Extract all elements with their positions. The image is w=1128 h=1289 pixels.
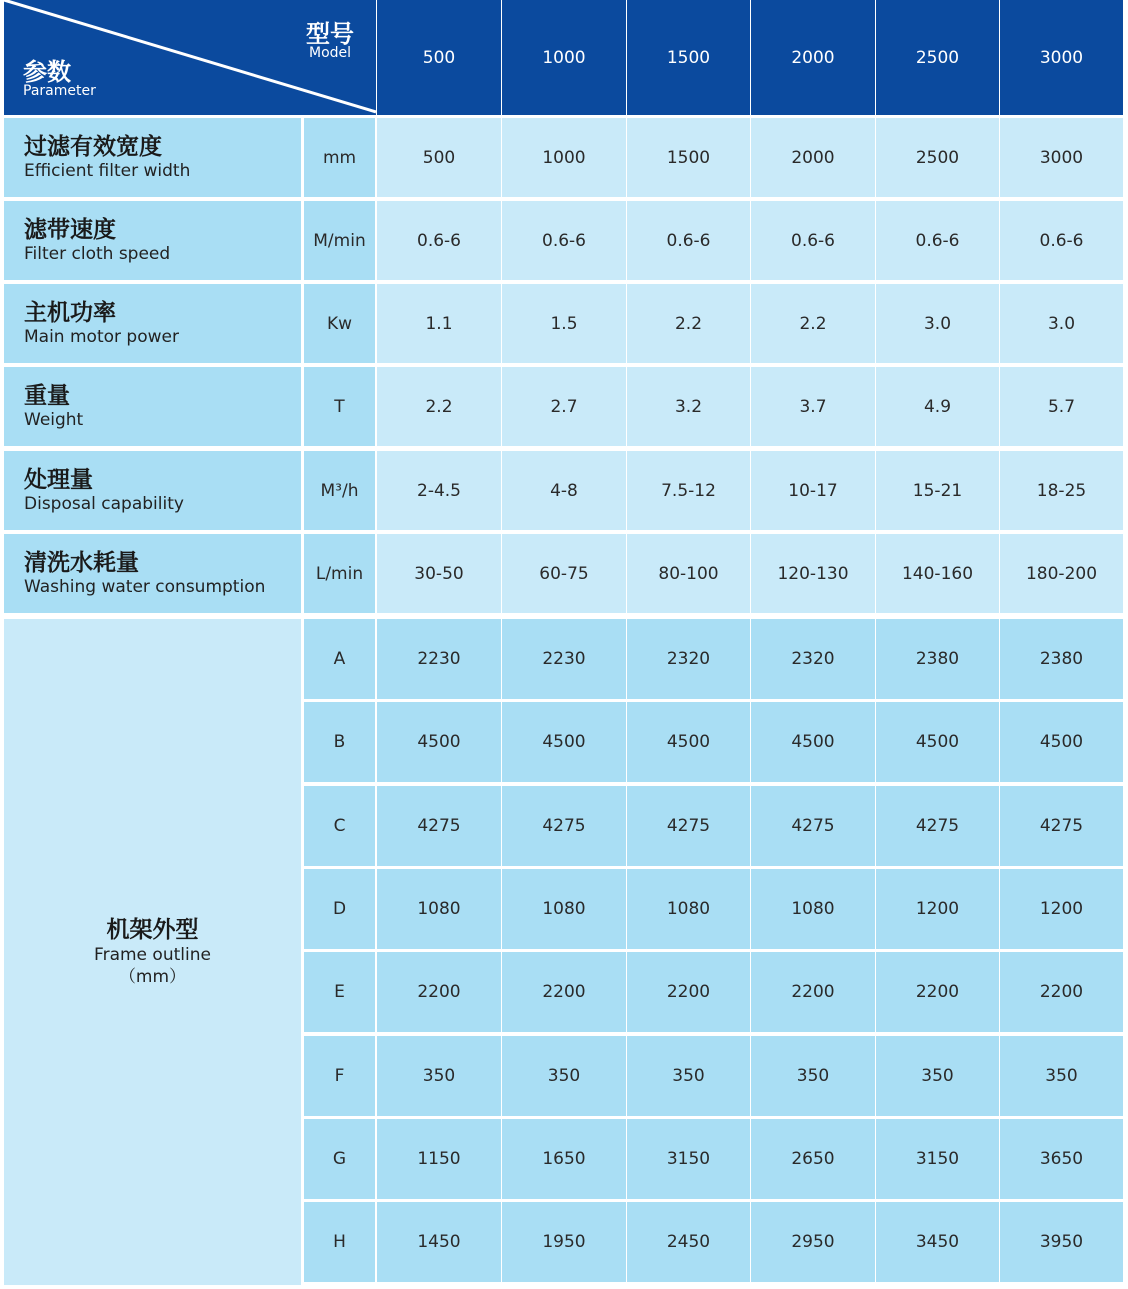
value-cell xyxy=(377,702,501,782)
parameter-name-zh: 处理量 xyxy=(24,466,93,493)
parameter-name xyxy=(24,134,190,182)
parameter-name-zh: 过滤有效宽度 xyxy=(24,133,162,160)
value-cell-text: 500 xyxy=(422,147,456,168)
value-cell xyxy=(751,534,875,613)
value-cell-text: 1000 xyxy=(542,147,586,168)
value-cell xyxy=(876,1036,999,1116)
dimension-cell-text: A xyxy=(333,649,346,669)
dimension-cell xyxy=(304,786,375,866)
value-cell-text: 1200 xyxy=(915,899,960,919)
value-cell xyxy=(377,1119,501,1199)
value-cell-text: 2380 xyxy=(915,649,960,669)
value-cell xyxy=(876,952,999,1032)
value-cell xyxy=(377,118,501,197)
value-cell-text: 140-160 xyxy=(901,563,974,584)
value-cell-text: 1450 xyxy=(417,1232,461,1252)
value-cell xyxy=(1000,869,1123,949)
value-cell-text: 1080 xyxy=(791,899,835,919)
value-cell xyxy=(1000,284,1123,363)
value-cell-text: 2200 xyxy=(791,982,835,1002)
value-cell xyxy=(1000,619,1123,699)
value-cell xyxy=(751,1036,875,1116)
unit-cell xyxy=(304,284,375,363)
value-cell xyxy=(627,367,750,446)
value-cell-text: 30-50 xyxy=(414,563,464,584)
value-cell xyxy=(627,284,750,363)
value-cell-text: 2230 xyxy=(417,649,461,669)
value-cell-text: 2500 xyxy=(915,147,960,168)
value-cell xyxy=(876,284,999,363)
value-cell xyxy=(876,367,999,446)
value-cell-text: 2230 xyxy=(542,649,586,669)
value-cell xyxy=(502,1036,626,1116)
parameter-name-en: Weight xyxy=(24,409,84,430)
value-cell xyxy=(876,619,999,699)
value-cell-text: 3150 xyxy=(915,1149,960,1169)
parameter-name xyxy=(24,217,170,265)
value-cell-text: 4275 xyxy=(417,816,461,836)
value-cell-text: 2.2 xyxy=(799,313,827,334)
value-cell xyxy=(377,284,501,363)
value-cell xyxy=(377,451,501,530)
value-cell xyxy=(1000,534,1123,613)
dimension-cell-text: F xyxy=(334,1066,345,1086)
unit-cell-text: M/min xyxy=(313,230,366,251)
value-cell-text: 2000 xyxy=(791,147,835,168)
value-cell-text: 4275 xyxy=(542,816,586,836)
value-cell-text: 2200 xyxy=(542,982,586,1002)
parameter-name-en: Filter cloth speed xyxy=(24,243,171,264)
value-cell-text: 350 xyxy=(547,1066,581,1086)
value-cell-text: 2320 xyxy=(791,649,835,669)
value-cell xyxy=(751,201,875,280)
unit-cell-text: Kw xyxy=(326,313,353,334)
model-label-zh: 型号 xyxy=(306,20,354,48)
value-cell-text: 350 xyxy=(422,1066,456,1086)
dimension-cell-text: E xyxy=(334,982,345,1002)
value-cell xyxy=(377,619,501,699)
value-cell xyxy=(751,869,875,949)
value-cell xyxy=(502,952,626,1032)
frame-outline-label-cell xyxy=(4,619,301,1285)
unit-cell xyxy=(304,201,375,280)
dimension-cell-text: D xyxy=(332,899,347,919)
value-cell xyxy=(627,201,750,280)
frame-outline-zh: 机架外型 xyxy=(106,917,199,943)
value-cell xyxy=(876,118,999,197)
value-cell xyxy=(627,1202,750,1282)
dimension-cell-text: C xyxy=(333,816,346,836)
model-header-cell xyxy=(502,0,626,115)
parameter-label-en: Parameter xyxy=(23,83,96,99)
value-cell xyxy=(1000,702,1123,782)
value-cell xyxy=(751,451,875,530)
value-cell xyxy=(377,869,501,949)
model-header-cell xyxy=(1000,0,1123,115)
dimension-cell-text: B xyxy=(333,732,346,752)
value-cell-text: 1650 xyxy=(542,1149,586,1169)
parameter-name xyxy=(24,383,83,431)
value-cell-text: 1200 xyxy=(1039,899,1084,919)
value-cell xyxy=(502,367,626,446)
value-cell xyxy=(751,1202,875,1282)
model-header-cell-text: 1500 xyxy=(666,47,711,68)
value-cell xyxy=(627,1119,750,1199)
value-cell-text: 3650 xyxy=(1039,1149,1084,1169)
model-header-cell-text: 500 xyxy=(422,47,456,68)
value-cell-text: 4500 xyxy=(915,732,960,752)
value-cell xyxy=(627,1036,750,1116)
model-header-cell-text: 1000 xyxy=(542,47,586,68)
value-cell xyxy=(377,1202,501,1282)
value-cell-text: 1080 xyxy=(417,899,461,919)
value-cell xyxy=(751,118,875,197)
value-cell-text: 2380 xyxy=(1039,649,1084,669)
value-cell-text: 2200 xyxy=(1039,982,1084,1002)
unit-cell-text: L/min xyxy=(315,563,364,584)
parameter-name xyxy=(24,550,265,598)
dimension-cell xyxy=(304,952,375,1032)
value-cell-text: 3450 xyxy=(915,1232,960,1252)
value-cell-text: 180-200 xyxy=(1025,563,1098,584)
parameter-name-cell xyxy=(4,118,301,197)
value-cell xyxy=(876,1202,999,1282)
value-cell xyxy=(377,952,501,1032)
value-cell-text: 0.6-6 xyxy=(417,230,461,251)
value-cell xyxy=(502,534,626,613)
value-cell xyxy=(1000,952,1123,1032)
value-cell xyxy=(502,118,626,197)
value-cell-text: 350 xyxy=(796,1066,830,1086)
model-label-en: Model xyxy=(309,45,352,61)
dimension-cell xyxy=(304,1202,375,1282)
value-cell-text: 5.7 xyxy=(1047,396,1076,417)
value-cell-text: 3.7 xyxy=(799,396,827,417)
value-cell-text: 80-100 xyxy=(658,563,719,584)
value-cell xyxy=(876,201,999,280)
value-cell xyxy=(751,284,875,363)
parameter-name-zh: 重量 xyxy=(24,382,70,409)
value-cell xyxy=(1000,786,1123,866)
value-cell-text: 4275 xyxy=(666,816,711,836)
value-cell xyxy=(1000,1036,1123,1116)
value-cell-text: 4500 xyxy=(1039,732,1084,752)
parameter-name-en: Efficient filter width xyxy=(24,160,191,181)
parameter-name-en: Washing water consumption xyxy=(24,576,266,597)
value-cell xyxy=(627,619,750,699)
unit-cell xyxy=(304,451,375,530)
value-cell xyxy=(1000,451,1123,530)
value-cell-text: 2200 xyxy=(666,982,711,1002)
dimension-cell xyxy=(304,702,375,782)
value-cell-text: 3000 xyxy=(1039,147,1084,168)
value-cell-text: 4275 xyxy=(791,816,835,836)
value-cell-text: 2.2 xyxy=(674,313,703,334)
value-cell xyxy=(876,702,999,782)
value-cell xyxy=(502,1119,626,1199)
value-cell-text: 4500 xyxy=(791,732,835,752)
value-cell-text: 0.6-6 xyxy=(1039,230,1084,251)
dimension-cell xyxy=(304,619,375,699)
parameter-name-cell xyxy=(4,284,301,363)
value-cell-text: 1.5 xyxy=(550,313,578,334)
value-cell xyxy=(627,534,750,613)
value-cell-text: 3.0 xyxy=(1047,313,1076,334)
value-cell xyxy=(1000,201,1123,280)
value-cell xyxy=(502,1202,626,1282)
value-cell xyxy=(377,786,501,866)
model-header-cell-text: 2000 xyxy=(791,47,835,68)
value-cell xyxy=(377,534,501,613)
value-cell-text: 2.7 xyxy=(550,396,578,417)
value-cell xyxy=(627,952,750,1032)
value-cell xyxy=(377,1036,501,1116)
value-cell-text: 350 xyxy=(921,1066,954,1086)
value-cell-text: 10-17 xyxy=(788,480,838,501)
value-cell xyxy=(502,702,626,782)
value-cell xyxy=(876,451,999,530)
dimension-cell-text: G xyxy=(332,1149,347,1169)
dimension-cell xyxy=(304,869,375,949)
value-cell xyxy=(502,451,626,530)
dimension-cell xyxy=(304,1036,375,1116)
parameter-name-zh: 主机功率 xyxy=(24,299,116,326)
value-cell-text: 60-75 xyxy=(539,563,589,584)
value-cell xyxy=(751,367,875,446)
unit-cell-text: M³/h xyxy=(320,480,359,501)
parameter-label-zh: 参数 xyxy=(23,58,71,86)
unit-cell xyxy=(304,534,375,613)
value-cell xyxy=(502,284,626,363)
model-header-cell xyxy=(876,0,999,115)
value-cell xyxy=(876,534,999,613)
parameter-name-cell xyxy=(4,201,301,280)
unit-cell xyxy=(304,367,375,446)
model-header-cell xyxy=(751,0,875,115)
value-cell xyxy=(1000,118,1123,197)
value-cell-text: 2200 xyxy=(915,982,960,1002)
value-cell-text: 350 xyxy=(672,1066,705,1086)
parameter-name-en: Disposal capability xyxy=(24,493,184,514)
value-cell-text: 2200 xyxy=(417,982,461,1002)
parameter-name-cell xyxy=(4,451,301,530)
value-cell-text: 1500 xyxy=(666,147,711,168)
value-cell xyxy=(751,1119,875,1199)
value-cell-text: 1080 xyxy=(542,899,586,919)
value-cell xyxy=(751,619,875,699)
value-cell xyxy=(627,451,750,530)
value-cell-text: 4500 xyxy=(666,732,711,752)
unit-cell xyxy=(304,118,375,197)
value-cell xyxy=(876,1119,999,1199)
value-cell-text: 0.6-6 xyxy=(666,230,711,251)
unit-cell-text: T xyxy=(334,396,345,417)
value-cell xyxy=(502,201,626,280)
value-cell xyxy=(751,952,875,1032)
header-corner-cell xyxy=(4,0,376,115)
value-cell-text: 0.6-6 xyxy=(542,230,586,251)
value-cell-text: 3950 xyxy=(1039,1232,1084,1252)
value-cell xyxy=(627,702,750,782)
value-cell xyxy=(1000,367,1123,446)
value-cell xyxy=(502,619,626,699)
parameter-name-cell xyxy=(4,367,301,446)
value-cell xyxy=(627,869,750,949)
value-cell-text: 2450 xyxy=(666,1232,711,1252)
value-cell-text: 1.1 xyxy=(425,313,453,334)
value-cell xyxy=(751,786,875,866)
value-cell-text: 3150 xyxy=(666,1149,711,1169)
value-cell-text: 3.0 xyxy=(923,313,952,334)
value-cell xyxy=(502,869,626,949)
value-cell xyxy=(1000,1119,1123,1199)
parameter-name-zh: 清洗水耗量 xyxy=(24,549,139,576)
parameter-name-zh: 滤带速度 xyxy=(24,216,116,243)
value-cell xyxy=(627,118,750,197)
value-cell-text: 2.2 xyxy=(425,396,453,417)
value-cell-text: 1080 xyxy=(666,899,711,919)
parameter-name xyxy=(24,300,179,348)
value-cell-text: 4500 xyxy=(542,732,586,752)
value-cell xyxy=(377,201,501,280)
dimension-cell-text: H xyxy=(333,1232,346,1252)
value-cell xyxy=(751,702,875,782)
value-cell-text: 4500 xyxy=(417,732,461,752)
value-cell-text: 350 xyxy=(1045,1066,1078,1086)
model-header-cell xyxy=(377,0,501,115)
value-cell-text: 4.9 xyxy=(923,396,952,417)
frame-outline-en: Frame outline xyxy=(94,945,211,965)
value-cell-text: 2950 xyxy=(791,1232,835,1252)
value-cell-text: 1150 xyxy=(417,1149,461,1169)
parameter-name-cell xyxy=(4,534,301,613)
value-cell xyxy=(1000,1202,1123,1282)
parameter-name xyxy=(24,467,184,515)
value-cell xyxy=(627,786,750,866)
value-cell-text: 18-25 xyxy=(1036,480,1087,501)
unit-cell-text: mm xyxy=(322,147,357,168)
value-cell-text: 15-21 xyxy=(912,480,963,501)
value-cell xyxy=(876,786,999,866)
value-cell-text: 2320 xyxy=(666,649,711,669)
value-cell-text: 2-4.5 xyxy=(417,480,461,501)
model-header-cell-text: 3000 xyxy=(1039,47,1084,68)
value-cell-text: 0.6-6 xyxy=(915,230,960,251)
dimension-cell xyxy=(304,1119,375,1199)
model-header-cell xyxy=(627,0,750,115)
value-cell-text: 7.5-12 xyxy=(661,480,716,501)
value-cell-text: 4-8 xyxy=(550,480,578,501)
model-header-cell-text: 2500 xyxy=(915,47,960,68)
value-cell-text: 4275 xyxy=(915,816,960,836)
value-cell xyxy=(502,786,626,866)
value-cell xyxy=(377,367,501,446)
value-cell-text: 3.2 xyxy=(674,396,703,417)
value-cell-text: 0.6-6 xyxy=(791,230,835,251)
parameter-name-en: Main motor power xyxy=(24,326,179,347)
value-cell-text: 2650 xyxy=(791,1149,835,1169)
value-cell xyxy=(876,869,999,949)
value-cell-text: 4275 xyxy=(1039,816,1084,836)
frame-outline-unit: （mm） xyxy=(118,967,187,987)
value-cell-text: 120-130 xyxy=(777,563,849,584)
value-cell-text: 1950 xyxy=(542,1232,586,1252)
